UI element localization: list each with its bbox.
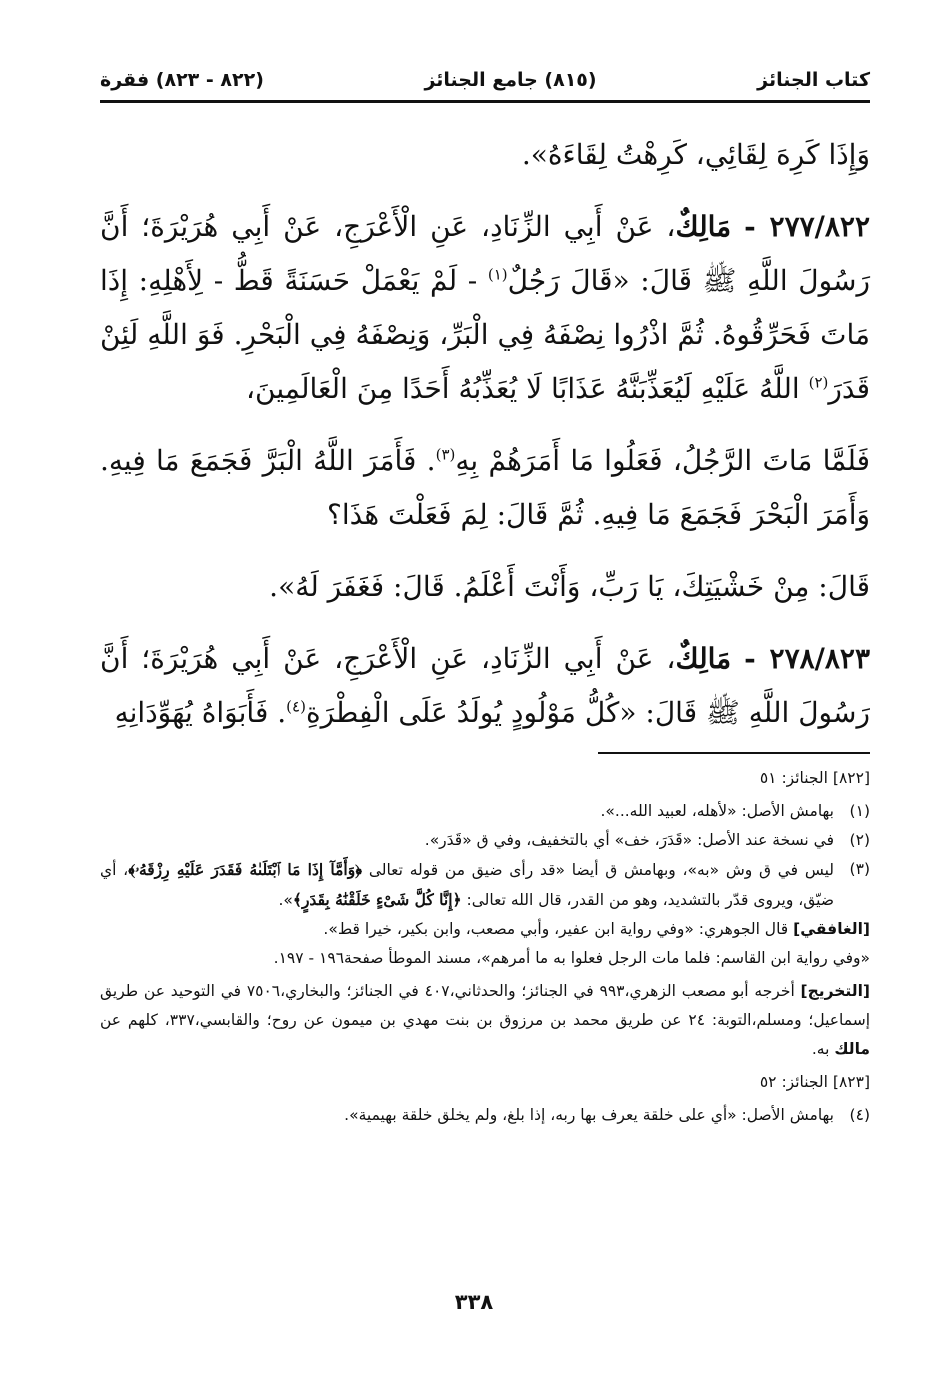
footnote-ref-2: (٢)	[808, 373, 829, 392]
hadith-822-text-c: اللَّهُ عَلَيْهِ لَيُعَذِّبَنَّهُ عَذَابًا لَا يُعَذِّبُهُ أَحَدًا مِنَ الْعَالَمِينَ،	[246, 372, 809, 405]
hadith-822-narrator: مَالِكٌ	[675, 210, 732, 243]
hadith-822-text-e: . فَأَمَرَ اللَّهُ الْبَرَّ فَجَمَعَ مَا فِيهِ. وَأَمَرَ الْبَحْرَ فَجَمَعَ مَا فِيهِ. ثُمَّ قَالَ: لِمَ فَعَلْتَ هَذَا؟	[100, 444, 870, 531]
paragraph-continuation	[100, 128, 870, 182]
ghafiqi-label: [الغافقي]	[793, 920, 870, 938]
takhrij-end: به.	[811, 1040, 835, 1058]
continuation-text: وَإِذَا كَرِهَ لِقَائِي، كَرِهْتُ لِقَاءَهُ».	[521, 138, 870, 171]
hadith-822-text-b: - لَمْ يَعْمَلْ حَسَنَةً قَطُّ - لِأَهْلِهِ: إِذَا مَاتَ فَحَرِّقُوهُ. ثُمَّ اذْرُوا نِصْفَهُ فِي الْبَرِّ، وَنِصْفَهُ فِي الْبَحْرِ. فَوَ اللَّهِ لَئِنْ قَدَرَ	[100, 264, 870, 405]
hadith-823-text-a: ، عَنْ أَبِي الزِّنَادِ، عَنِ الْأَعْرَجِ، عَنْ أَبِي هُرَيْرَةَ؛ أَنَّ رَسُولَ اللَّهِ ﷺ قَالَ: «كُلُّ مَوْلُودٍ يُولَدُ عَلَى الْفِطْرَةِ	[100, 642, 870, 729]
ghafiqi-note	[100, 915, 870, 973]
footnote-ref-3: (٣)	[435, 445, 456, 464]
hadith-822-number: ٢٧٧/٨٢٢ -	[744, 210, 870, 243]
footnote-4-text: بهامش الأصل: «أي على خلقة يعرف بها ربه، إذا بلغ، ولم يخلق خلقة بهيمية».	[344, 1106, 834, 1124]
hadith-822-continued	[100, 434, 870, 542]
hadith-822-text-d: فَلَمَّا مَاتَ الرَّجُلُ، فَعَلُوا مَا أَمَرَهُمْ بِهِ	[455, 444, 871, 477]
footnote-ref-1: (١)	[487, 265, 508, 284]
hadith-823-text-b: . فَأَبَوَاهُ يُهَوِّدَانِهِ	[114, 696, 287, 729]
hadith-822-text-f: قَالَ: مِنْ خَشْيَتِكَ، يَا رَبِّ، وَأَنْتَ أَعْلَمُ. قَالَ: فَغَفَرَ لَهُ».	[269, 570, 870, 603]
ghafiqi-text: قال الجوهري: «وفي رواية ابن عفير، وأبي مصعب، وابن بكير، خيرا قط».	[323, 920, 794, 938]
footnote-1	[100, 797, 870, 826]
footnote-2	[100, 826, 870, 855]
reference-823: [٨٢٣] الجنائز: ٥٢	[759, 1073, 870, 1091]
footnote-3-number: (٣)	[849, 860, 870, 878]
footnote-4	[100, 1101, 870, 1130]
takhrij-label: [التخريج]	[800, 982, 870, 1000]
takhrij-malik: مالك	[834, 1040, 870, 1058]
footnote-3-text-a: ليس في ق وش «به»، وبهامش ق أيضا «قد رأى ضيق من قوله تعالى	[368, 861, 835, 879]
footnote-3	[100, 855, 870, 915]
page-number: ٣٣٨	[454, 1290, 494, 1314]
hadith-823-number: ٢٧٨/٨٢٣ -	[744, 642, 870, 675]
footnote-2-text: في نسخة عند الأصل: «قَدَرَ، خف» أي بالتخفيف، وفي ق «قَدَر».	[424, 831, 834, 849]
header-chapter-title: (٨١٥) جامع الجنائز	[424, 69, 597, 91]
footnote-1-text: بهامش الأصل: «لأهله، لعبيد الله...».	[600, 802, 834, 820]
footnote-1-number: (١)	[849, 802, 870, 820]
reference-822: [٨٢٢] الجنائز: ٥١	[759, 769, 870, 787]
hadith-822-text-a: ، عَنْ أَبِي الزِّنَادِ، عَنِ الْأَعْرَجِ، عَنْ أَبِي هُرَيْرَةَ؛ أَنَّ رَسُولَ اللَّهِ ﷺ قَالَ: «قَالَ رَجُلٌ	[100, 210, 871, 297]
hadith-822-ending	[100, 560, 870, 614]
hadith-822	[100, 200, 870, 416]
quran-verse-1: ﴿وَأَمَّآ إِذَا مَا ٱبْتَلَىٰهُ فَقَدَرَ عَلَيْهِ رِزْقَهُۥ﴾	[128, 860, 363, 879]
takhrij-note	[100, 977, 870, 1064]
header-book-title: كتاب الجنائز	[757, 69, 870, 91]
running-header	[100, 62, 870, 98]
ghafiqi-text-2: «وفي رواية ابن القاسم: فلما مات الرجل فعلوا به ما أمرهم»، مسند الموطأ صفحة١٩٦ - ١٩٧.	[273, 949, 870, 967]
hadith-823	[100, 632, 870, 740]
header-paragraph-range: (٨٢٢ - ٨٢٣) فقرة	[100, 69, 264, 91]
takhrij-text: أخرجه أبو مصعب الزهري،٩٩٣ في الجنائز؛ والحدثاني،٤٠٧ في الجنائز؛ والبخاري،٧٥٠٦ في التوحيد عن طريق إسماعيل؛ ومسلم،التوبة: ٢٤ عن طريق محمد بن مرزوق بن بنت مهدي بن ميمون عن روح؛ والقابسي،٣٣٧، كلهم عن	[100, 982, 871, 1029]
footnote-ref-4: (٤)	[286, 697, 306, 716]
footnotes	[100, 764, 870, 1130]
footnote-2-number: (٢)	[849, 831, 870, 849]
quran-verse-2: ﴿إِنَّا كُلَّ شَىْءٍ خَلَقْنَٰهُ بِقَدَرٍ﴾	[292, 890, 462, 909]
hadith-823-narrator: مَالِكٌ	[675, 642, 732, 675]
header-divider	[100, 100, 870, 103]
footnote-3-text-c: ».	[278, 891, 293, 909]
footnote-separator	[598, 752, 870, 754]
main-text	[100, 128, 870, 758]
footnote-3-text-b: ، أي ضيّق، ويروى قدّر بالتشديد، وهو من القدر، قال الله تعالى:	[100, 861, 834, 909]
footnote-3-text	[100, 855, 834, 915]
footnote-4-number: (٤)	[849, 1106, 870, 1124]
